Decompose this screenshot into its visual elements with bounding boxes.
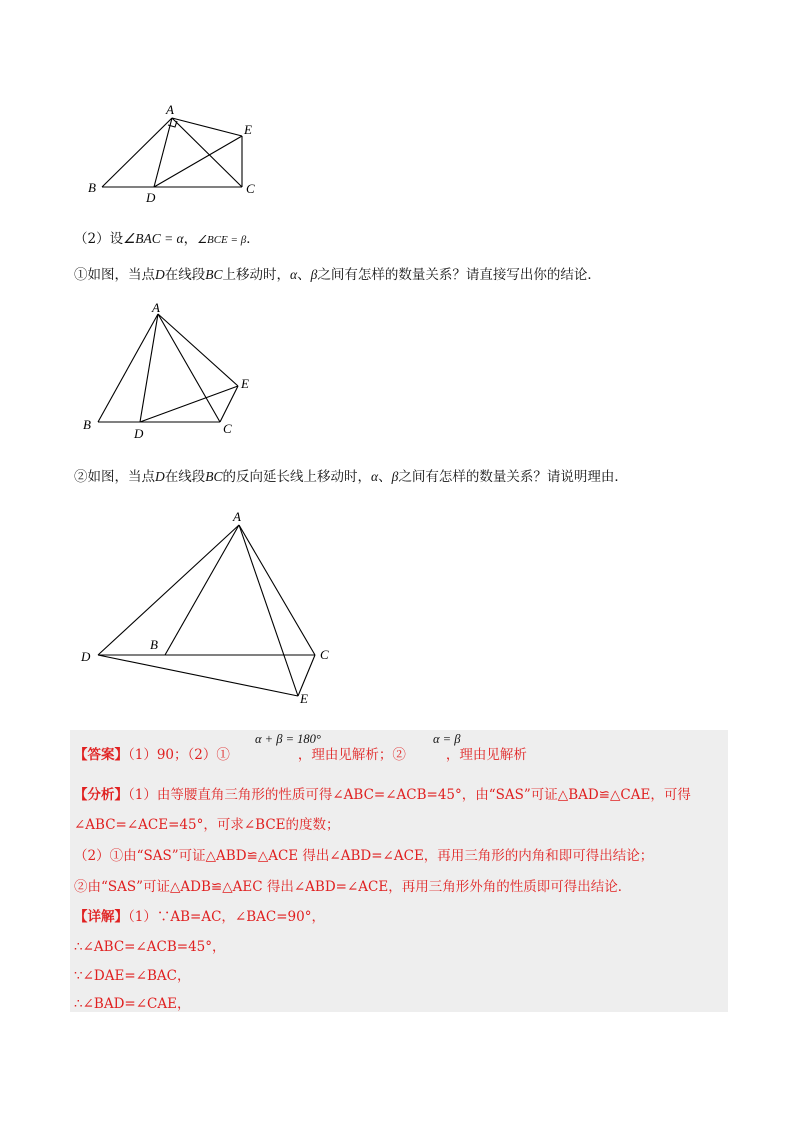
part-1-question bbox=[74, 265, 601, 285]
label-d: D bbox=[146, 190, 156, 205]
label-c: C bbox=[320, 647, 329, 662]
label-d: D bbox=[134, 426, 144, 441]
label-a: A bbox=[166, 102, 174, 117]
analysis-text-1: （1）由等腰直角三角形的性质可得∠ABC=∠ACB=45°，由“SAS”可证△BAD≌△CAE，可得 bbox=[128, 787, 691, 803]
answer-line bbox=[74, 745, 527, 765]
part-1-text-b: 在线段 bbox=[164, 267, 206, 283]
label-a: A bbox=[152, 300, 160, 315]
part-1-beta: β bbox=[310, 267, 318, 282]
answer-math-2: α = β bbox=[433, 732, 461, 746]
part-2-beta: β bbox=[391, 469, 399, 484]
part-1-text-d: 之间有怎样的数量关系？请直接写出你的结论． bbox=[317, 267, 601, 283]
label-c: C bbox=[246, 181, 255, 196]
part-1-alpha: α bbox=[290, 267, 298, 282]
detail-line-1 bbox=[74, 907, 325, 927]
figure-2 bbox=[78, 300, 278, 445]
segment-ce bbox=[298, 655, 315, 696]
analysis-line-4: ②由“SAS”可证△ADB≌△AEC 得出∠ABD=∠ACE，再用三角形外角的性质即可得出结论． bbox=[74, 879, 632, 895]
label-a: A bbox=[233, 509, 241, 524]
answer-text-1: （1）90；（2）① bbox=[128, 747, 230, 763]
label-e: E bbox=[241, 376, 249, 391]
part-2-text-a: ②如图，当点 bbox=[74, 469, 155, 485]
detail-text-1: （1）∵AB=AC，∠BAC=90°， bbox=[128, 909, 325, 925]
figure-2-diagram bbox=[78, 300, 278, 445]
question-2-line bbox=[74, 229, 260, 250]
label-c: C bbox=[223, 421, 232, 436]
label-e: E bbox=[244, 122, 252, 137]
segment-ad bbox=[154, 118, 172, 187]
segment-ac bbox=[172, 118, 242, 187]
question-2-prefix: （2）设 bbox=[74, 231, 124, 247]
part-2-text-c: 的反向延长线上移动时， bbox=[222, 469, 372, 485]
part-1-text-a: ①如图，当点 bbox=[74, 267, 155, 283]
figure-3 bbox=[78, 505, 348, 705]
segment-ab bbox=[102, 118, 172, 187]
part-2-dun: 、 bbox=[378, 469, 392, 485]
answer-text-3: ，理由见解析 bbox=[445, 747, 527, 763]
detail-line-2: ∴∠ABC=∠ACB=45°， bbox=[74, 939, 226, 955]
question-2-end: ． bbox=[246, 231, 260, 247]
part-2-alpha: α bbox=[371, 469, 379, 484]
label-b: B bbox=[150, 637, 158, 652]
figure-1-diagram bbox=[80, 100, 280, 210]
answer-math-1: α + β = 180° bbox=[255, 732, 321, 746]
label-e: E bbox=[300, 691, 308, 706]
analysis-tag: 【分析】 bbox=[74, 787, 128, 803]
label-d: D bbox=[81, 649, 91, 664]
detail-tag: 【详解】 bbox=[74, 909, 128, 925]
analysis-line-1 bbox=[74, 785, 691, 805]
segment-de bbox=[98, 655, 298, 696]
part-2-question bbox=[74, 467, 628, 487]
segment-ae bbox=[158, 314, 238, 386]
segment-ae bbox=[172, 118, 242, 136]
segment-ad bbox=[98, 525, 239, 655]
segment-ab bbox=[165, 525, 239, 655]
part-1-dun: 、 bbox=[297, 267, 311, 283]
answer-text-2: ，理由见解析；② bbox=[297, 747, 406, 763]
analysis-line-3: （2）①由“SAS”可证△ABD≌△ACE 得出∠ABD=∠ACE，再用三角形的内角和即可得出结论； bbox=[74, 848, 654, 864]
label-b: B bbox=[83, 417, 91, 432]
part-1-segment-bc: BC bbox=[205, 267, 223, 282]
figure-1 bbox=[80, 100, 280, 210]
angle-bce: ∠BCE = β bbox=[197, 234, 247, 246]
part-1-point-d: D bbox=[155, 267, 165, 282]
part-2-text-b: 在线段 bbox=[164, 469, 206, 485]
question-2-sep: ， bbox=[183, 231, 198, 247]
detail-line-3: ∵∠DAE=∠BAC， bbox=[74, 968, 191, 984]
answer-tag: 【答案】 bbox=[74, 747, 128, 763]
angle-bac: ∠BAC = α bbox=[123, 231, 184, 246]
detail-line-4: ∴∠BAD=∠CAE， bbox=[74, 996, 191, 1012]
part-2-text-d: 之间有怎样的数量关系？请说明理由． bbox=[398, 469, 628, 485]
part-1-text-c: 上移动时， bbox=[222, 267, 291, 283]
part-2-segment-bc: BC bbox=[205, 469, 223, 484]
part-2-point-d: D bbox=[155, 469, 165, 484]
segment-ac bbox=[158, 314, 220, 422]
figure-3-diagram bbox=[78, 505, 348, 705]
label-b: B bbox=[88, 180, 96, 195]
analysis-line-2: ∠ABC=∠ACE=45°，可求∠BCE的度数； bbox=[74, 817, 340, 833]
